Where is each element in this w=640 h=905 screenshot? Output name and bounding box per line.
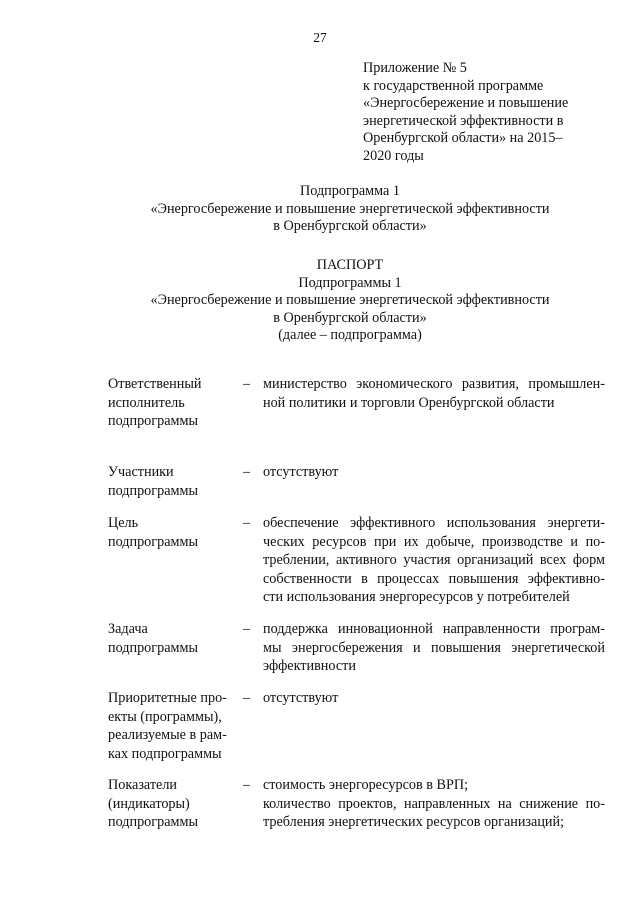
row-label <box>108 463 232 500</box>
row-dash: – <box>243 515 251 531</box>
row-dash: – <box>243 690 251 706</box>
row-value-line: требления энергетических ресурсов организаций; <box>263 814 565 831</box>
row-value <box>263 689 605 708</box>
row-value-line: отсутствуют <box>263 690 339 706</box>
row-dash: – <box>243 777 251 793</box>
row-label <box>108 514 232 551</box>
row-value <box>263 463 605 482</box>
passport-title-line: ПАСПОРТ <box>316 257 384 273</box>
passport-title-line: в Оренбургской области» <box>273 309 427 326</box>
row-label <box>108 375 232 431</box>
row-value <box>263 375 605 412</box>
row-label-line: Ответственный <box>108 376 202 392</box>
row-label-line: исполнитель <box>108 394 185 411</box>
passport-title-line: Подпрограммы 1 <box>298 274 402 291</box>
row-label <box>108 689 232 763</box>
row-value-line: министерство экономического развития, промышлен- <box>263 376 605 392</box>
row-label-line: екты (программы), <box>108 708 222 725</box>
appendix-header <box>363 60 608 166</box>
passport-title <box>60 257 640 345</box>
row-label-line: (индикаторы) <box>108 795 190 812</box>
row-value-line: ческих ресурсов при их добыче, производстве и по- <box>263 533 605 550</box>
row-value-line: стоимость энергоресурсов в ВРП; <box>263 777 469 793</box>
page-number: 27 <box>313 30 327 45</box>
row-label-line: Показатели <box>108 777 178 793</box>
row-label-line: ках подпрограммы <box>108 745 222 762</box>
appendix-line: 2020 годы <box>363 147 424 164</box>
row-value <box>263 776 605 832</box>
subprogram-title-line: «Энергосбережение и повышение энергетической эффективности <box>150 200 550 217</box>
row-label-line: подпрограммы <box>108 639 198 656</box>
row-value-line: поддержка инновационной направленности програм- <box>263 621 605 637</box>
subprogram-title-line: в Оренбургской области» <box>273 218 427 235</box>
appendix-line: энергетической эффективности в <box>363 112 564 129</box>
passport-title-line: (далее – подпрограмма) <box>278 327 422 344</box>
appendix-line: «Энергосбережение и повышение <box>363 95 569 112</box>
row-value-line: собственности в процессах повышения эффективно- <box>263 570 605 587</box>
row-label-line: подпрограммы <box>108 413 198 430</box>
row-value-line: отсутствуют <box>263 464 339 480</box>
row-label-line: Участники <box>108 464 174 480</box>
appendix-line: Приложение № 5 <box>363 60 467 76</box>
row-dash: – <box>243 621 251 637</box>
row-label <box>108 620 232 657</box>
row-label <box>108 776 232 832</box>
appendix-line: Оренбургской области» на 2015– <box>363 130 563 147</box>
row-label-line: подпрограммы <box>108 533 198 550</box>
row-label-line: реализуемые в рам- <box>108 727 227 744</box>
row-label-line: Задача <box>108 621 148 637</box>
row-value-line: сти использования энергоресурсов у потребителей <box>263 589 570 606</box>
row-value-line: обеспечение эффективного использования энергети- <box>263 515 605 531</box>
row-value <box>263 620 605 676</box>
row-value-line: ной политики и торговли Оренбургской области <box>263 394 555 411</box>
row-label-line: подпрограммы <box>108 814 198 831</box>
appendix-line: к государственной программе <box>363 77 544 94</box>
row-value-line: эффективности <box>263 658 356 675</box>
row-label-line: Цель <box>108 515 139 531</box>
row-value-line: количество проектов, направленных на снижение по- <box>263 795 605 812</box>
subprogram-title <box>60 183 640 236</box>
row-value <box>263 514 605 607</box>
row-value-line: мы энергосбережения и повышения энергетической <box>263 639 605 656</box>
row-dash: – <box>243 464 251 480</box>
row-label-line: подпрограммы <box>108 482 198 499</box>
subprogram-title-line: Подпрограмма 1 <box>300 183 400 199</box>
row-value-line: треблении, активного участия организаций всех форм <box>263 552 605 569</box>
row-dash: – <box>243 376 251 392</box>
row-label-line: Приоритетные про- <box>108 690 227 706</box>
passport-title-line: «Энергосбережение и повышение энергетической эффективности <box>150 292 550 309</box>
